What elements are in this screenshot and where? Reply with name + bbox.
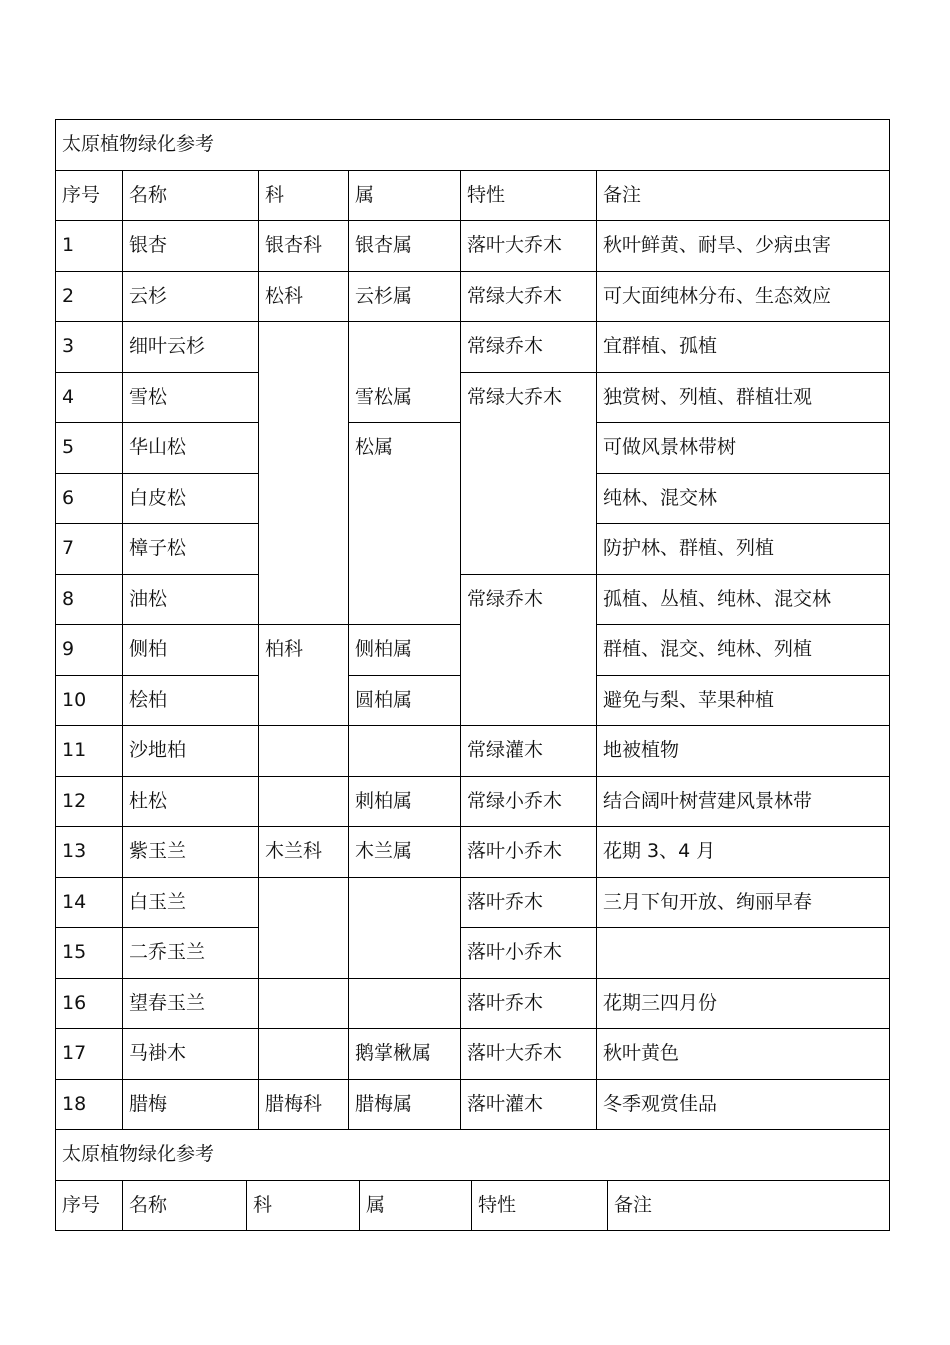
- trait-cell: 落叶大乔木: [467, 234, 563, 256]
- genus-cell: 刺柏属: [355, 790, 413, 812]
- row-border: [55, 776, 890, 777]
- genus-cell: 木兰属: [355, 840, 413, 862]
- row-border: [596, 624, 890, 625]
- row-number: 8: [62, 588, 75, 610]
- column-border: [596, 170, 597, 1130]
- plant-name: 紫玉兰: [129, 840, 187, 862]
- row-border: [596, 523, 890, 524]
- note-cell: 独赏树、列植、群植壮观: [603, 386, 813, 408]
- row-number: 5: [62, 436, 75, 458]
- family-cell: 银杏科: [265, 234, 323, 256]
- note-cell: 防护林、群植、列植: [603, 537, 775, 559]
- note-cell: 孤植、丛植、纯林、混交林: [603, 588, 832, 610]
- row-border: [55, 1180, 890, 1181]
- plant-name: 白皮松: [129, 487, 187, 509]
- plant-name: 沙地柏: [129, 739, 187, 761]
- plant-name: 云杉: [129, 285, 168, 307]
- row-border: [55, 675, 259, 676]
- row-border: [55, 321, 890, 322]
- trait-cell: 常绿灌木: [467, 739, 544, 761]
- row-border: [55, 1079, 890, 1080]
- column-border: [348, 170, 349, 1130]
- header-no: 序号: [62, 1194, 101, 1216]
- row-border: [596, 422, 890, 423]
- row-border: [55, 927, 259, 928]
- row-number: 12: [62, 790, 87, 812]
- row-border: [55, 1129, 890, 1130]
- row-border: [55, 271, 890, 272]
- genus-cell: 云杉属: [355, 285, 413, 307]
- plant-name: 樟子松: [129, 537, 187, 559]
- note-cell: 可做风景林带树: [603, 436, 737, 458]
- row-border: [55, 473, 259, 474]
- column-border: [607, 1180, 608, 1231]
- row-number: 7: [62, 537, 75, 559]
- row-border: [55, 170, 890, 171]
- trait-cell: 落叶小乔木: [467, 840, 563, 862]
- plant-name: 马褂木: [129, 1042, 187, 1064]
- trait-cell: 常绿乔木: [467, 335, 544, 357]
- header-note: 备注: [603, 184, 642, 206]
- plant-name: 白玉兰: [129, 891, 187, 913]
- genus-cell: 银杏属: [355, 234, 413, 256]
- trait-cell: 常绿大乔木: [467, 285, 563, 307]
- genus-cell: 松属: [355, 436, 394, 458]
- row-number: 18: [62, 1093, 87, 1115]
- row-border: [55, 574, 259, 575]
- note-cell: 避免与梨、苹果种植: [603, 689, 775, 711]
- genus-cell: 腊梅属: [355, 1093, 413, 1115]
- plant-name: 望春玉兰: [129, 992, 206, 1014]
- row-border: [55, 1028, 890, 1029]
- header-family: 科: [265, 184, 285, 206]
- row-border: [55, 372, 259, 373]
- note-cell: 纯林、混交林: [603, 487, 718, 509]
- table-bottom-border: [55, 1230, 890, 1231]
- row-border: [55, 978, 259, 979]
- header-no: 序号: [62, 184, 101, 206]
- note-cell: 秋叶黄色: [603, 1042, 680, 1064]
- column-border: [122, 1180, 123, 1231]
- note-cell: 冬季观赏佳品: [603, 1093, 718, 1115]
- row-number: 6: [62, 487, 75, 509]
- column-border: [246, 1180, 247, 1231]
- genus-cell: 侧柏属: [355, 638, 413, 660]
- plant-name: 华山松: [129, 436, 187, 458]
- plant-name: 雪松: [129, 386, 168, 408]
- row-border: [55, 725, 890, 726]
- row-number: 17: [62, 1042, 87, 1064]
- note-cell: 结合阔叶树营建风景林带: [603, 790, 813, 812]
- row-border: [55, 826, 259, 827]
- trait-cell: 落叶灌木: [467, 1093, 544, 1115]
- plant-name: 腊梅: [129, 1093, 168, 1115]
- plant-name: 二乔玉兰: [129, 941, 206, 963]
- row-border: [460, 826, 890, 827]
- trait-cell: 落叶大乔木: [467, 1042, 563, 1064]
- genus-cell: 雪松属: [355, 386, 413, 408]
- header-trait: 特性: [467, 184, 506, 206]
- row-border: [348, 978, 890, 979]
- plant-name: 杜松: [129, 790, 168, 812]
- row-number: 9: [62, 638, 75, 660]
- header-genus: 属: [355, 184, 375, 206]
- trait-cell: 落叶小乔木: [467, 941, 563, 963]
- plant-name: 桧柏: [129, 689, 168, 711]
- row-border: [460, 372, 890, 373]
- header-name: 名称: [129, 184, 168, 206]
- row-number: 13: [62, 840, 87, 862]
- table-title: 太原植物绿化参考: [62, 1143, 215, 1165]
- row-number: 14: [62, 891, 87, 913]
- column-border: [471, 1180, 472, 1231]
- family-cell: 木兰科: [265, 840, 323, 862]
- trait-cell: 落叶乔木: [467, 891, 544, 913]
- plant-name: 油松: [129, 588, 168, 610]
- table-title: 太原植物绿化参考: [62, 133, 215, 155]
- column-border: [460, 170, 461, 1130]
- genus-cell: 圆柏属: [355, 689, 413, 711]
- family-cell: 柏科: [265, 638, 304, 660]
- row-border: [596, 473, 890, 474]
- note-cell: 三月下旬开放、绚丽早春: [603, 891, 813, 913]
- row-border: [348, 422, 461, 423]
- note-cell: 秋叶鲜黄、耐旱、少病虫害: [603, 234, 832, 256]
- row-number: 11: [62, 739, 87, 761]
- trait-cell: 落叶乔木: [467, 992, 544, 1014]
- column-border: [258, 170, 259, 1130]
- family-cell: 松科: [265, 285, 304, 307]
- row-border: [596, 675, 890, 676]
- row-border: [348, 675, 461, 676]
- note-cell: 花期三四月份: [603, 992, 718, 1014]
- plant-reference-table: [55, 119, 889, 1229]
- row-number: 4: [62, 386, 75, 408]
- column-border: [359, 1180, 360, 1231]
- row-border: [460, 877, 597, 878]
- plant-name: 侧柏: [129, 638, 168, 660]
- row-border: [460, 574, 890, 575]
- row-number: 10: [62, 689, 87, 711]
- header-name: 名称: [129, 1194, 168, 1216]
- row-border: [55, 220, 890, 221]
- row-border: [55, 422, 259, 423]
- row-border: [55, 877, 259, 878]
- table-top-border: [55, 119, 890, 120]
- row-number: 2: [62, 285, 75, 307]
- row-number: 3: [62, 335, 75, 357]
- header-family: 科: [253, 1194, 273, 1216]
- trait-cell: 常绿小乔木: [467, 790, 563, 812]
- row-border: [55, 523, 259, 524]
- trait-cell: 常绿乔木: [467, 588, 544, 610]
- row-number: 15: [62, 941, 87, 963]
- note-cell: 宜群植、孤植: [603, 335, 718, 357]
- column-border: [122, 170, 123, 1130]
- header-trait: 特性: [478, 1194, 517, 1216]
- plant-name: 细叶云杉: [129, 335, 206, 357]
- row-number: 16: [62, 992, 87, 1014]
- row-border: [460, 927, 890, 928]
- genus-cell: 鹅掌楸属: [355, 1042, 432, 1064]
- plant-name: 银杏: [129, 234, 168, 256]
- header-note: 备注: [614, 1194, 653, 1216]
- family-cell: 腊梅科: [265, 1093, 323, 1115]
- note-cell: 群植、混交、纯林、列植: [603, 638, 813, 660]
- note-cell: 花期 3、4 月: [603, 840, 716, 862]
- note-cell: 可大面纯林分布、生态效应: [603, 285, 832, 307]
- row-number: 1: [62, 234, 75, 256]
- trait-cell: 常绿大乔木: [467, 386, 563, 408]
- header-genus: 属: [366, 1194, 386, 1216]
- note-cell: 地被植物: [603, 739, 680, 761]
